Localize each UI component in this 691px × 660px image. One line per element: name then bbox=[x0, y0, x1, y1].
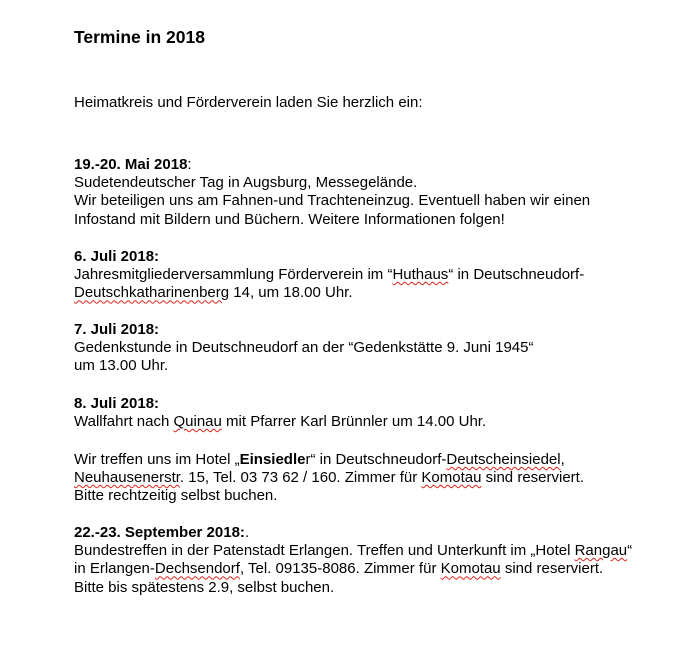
event-date: 19.-20. Mai 2018 bbox=[74, 156, 188, 173]
spellcheck-word: Komotau bbox=[440, 560, 501, 578]
spellcheck-word: Deutschkatharinenberg bbox=[74, 284, 230, 302]
event-text-line: Bitte bis spätestens 2.9, selbst buchen. bbox=[74, 578, 335, 596]
event-hotel-info bbox=[74, 451, 584, 506]
text-segment: sind reserviert. bbox=[500, 560, 604, 578]
text-segment: sind reserviert. bbox=[481, 469, 585, 487]
event-date-line bbox=[74, 156, 590, 174]
text-segment: Wir treffen uns im Hotel „ bbox=[74, 451, 240, 468]
event-text-line: um 13.00 Uhr. bbox=[74, 357, 169, 375]
event-date-line bbox=[74, 524, 632, 542]
text-segment: r“ in Deutschneudorf- bbox=[305, 451, 447, 468]
text-segment: 14, um 18.00 Uhr. bbox=[229, 284, 353, 302]
event-july-7 bbox=[74, 321, 533, 376]
event-text-line bbox=[74, 560, 632, 578]
event-text-line: Wir beteiligen uns am Fahnen-und Trachteneinzug. Eventuell haben wir einen bbox=[74, 192, 591, 210]
event-text-line bbox=[74, 542, 632, 560]
event-text-line: Gedenkstunde in Deutschneudorf an der “Gedenkstätte 9. Juni 1945“ bbox=[74, 339, 534, 357]
text-segment: mit Pfarrer Karl Brünnler um 14.00 Uhr. bbox=[221, 413, 487, 431]
text-segment: Bundestreffen in der Patenstadt Erlangen. Treffen und Unterkunft im „Hotel bbox=[74, 542, 575, 560]
text-segment: “ in Deutschneudorf- bbox=[448, 266, 585, 284]
event-text-line bbox=[74, 266, 584, 284]
event-july-6 bbox=[74, 248, 584, 303]
spellcheck-word: Dechsendorf bbox=[154, 560, 240, 578]
event-date: 22.-23. September 2018: bbox=[74, 524, 245, 541]
hotel-name: Einsiedle bbox=[239, 451, 306, 468]
event-september bbox=[74, 524, 632, 597]
event-text-line bbox=[74, 284, 584, 302]
event-july-8 bbox=[74, 395, 486, 431]
spellcheck-word: Komotau bbox=[421, 469, 482, 487]
spellcheck-word: Quinau bbox=[173, 413, 222, 431]
text-segment: Wallfahrt nach bbox=[74, 413, 174, 431]
document-title: Termine in 2018 bbox=[74, 27, 205, 47]
spellcheck-word: Deutscheinsiedel bbox=[446, 451, 561, 468]
event-date-suffix: : bbox=[187, 156, 192, 173]
spellcheck-word: Huthaus bbox=[392, 266, 449, 284]
text-segment: . 15, Tel. 03 73 62 / 160. Zimmer für bbox=[179, 469, 422, 487]
spellcheck-word: Rangau bbox=[574, 542, 628, 560]
event-text-line: Bitte rechtzeitig selbst buchen. bbox=[74, 487, 278, 505]
event-text-line bbox=[74, 451, 584, 469]
event-date: 8. Juli 2018: bbox=[74, 395, 160, 412]
text-segment: “ bbox=[627, 542, 633, 560]
event-text-line bbox=[74, 413, 486, 431]
event-text-line: Infostand mit Bildern und Büchern. Weitere Informationen folgen! bbox=[74, 210, 505, 228]
event-may bbox=[74, 156, 590, 229]
event-date: 7. Juli 2018: bbox=[74, 321, 160, 338]
text-segment: Jahresmitgliederversammlung Förderverein im “ bbox=[74, 266, 393, 284]
spellcheck-word: Neuhausenerstr bbox=[74, 469, 180, 487]
text-segment: , Tel. 09135-8086. Zimmer für bbox=[239, 560, 441, 578]
event-text-line bbox=[74, 469, 584, 487]
text-segment: in Erlangen- bbox=[74, 560, 155, 578]
intro-text: Heimatkreis und Förderverein laden Sie herzlich ein: bbox=[74, 94, 423, 111]
text-segment: , bbox=[560, 451, 565, 468]
event-date: 6. Juli 2018: bbox=[74, 248, 160, 265]
event-text-line: Sudetendeutscher Tag in Augsburg, Messegelände. bbox=[74, 174, 418, 192]
event-date-suffix: . bbox=[244, 524, 250, 541]
